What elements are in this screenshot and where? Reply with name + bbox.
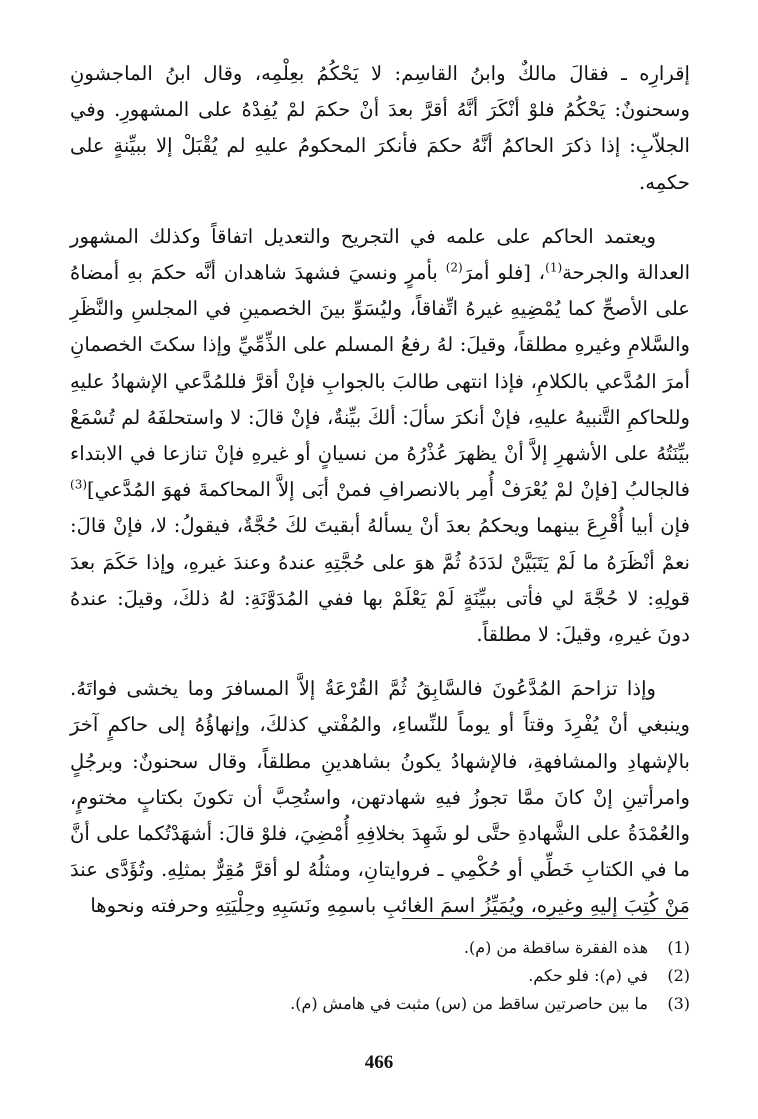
- paragraph-text: إقرارِه ـ فقالَ مالكٌ وابنُ القاسِم: لا يَحْكُمُ بعِلْمِه، وقال ابنُ الماجشونِ وسحنونٌ: يَحْكُمُ فلوْ أنْكَرَ أنَّهُ أقرَّ بعدَ أنْ حكمَ لمْ يُفِدْهُ على المشهورِ. وفي الجلاّبِ: إذا ذكرَ الحاكمُ أنَّهُ حكمَ فأنكرَ المحكومُ عليهِ لم يُقْبَلْ إلا ببيِّنةٍ على حكمِه.: [70, 62, 690, 194]
- page-number: 466: [364, 1052, 394, 1073]
- footnote-3: [70, 990, 690, 1018]
- footnote-reference: (2): [445, 260, 463, 275]
- footnote-number: (1): [667, 938, 690, 957]
- paragraph-text: ويعتمد الحاكم على علمه في التجريح والتعديل اتفاقاً وكذلك المشهور العدالة والجرحة: [70, 224, 691, 285]
- footnote-text: ما بين حاصرتين ساقط من (س) مثبت في هامش (م).: [290, 994, 648, 1013]
- footnote-separator-rule: [402, 918, 688, 919]
- paragraph-2: [70, 219, 690, 653]
- footnote-reference: (3): [70, 477, 88, 492]
- footnotes-section: [70, 934, 690, 1018]
- paragraph-1: [70, 56, 690, 201]
- footnote-1: [70, 934, 690, 962]
- main-text-body: [70, 56, 690, 925]
- footnote-reference: (1): [545, 260, 563, 275]
- footnote-number: (2): [667, 966, 690, 985]
- footnote-text: في (م): فلو حكم.: [528, 966, 648, 985]
- paragraph-text: بأمرٍ ونسيَ فشهدَ شاهدان أنَّه حكمَ بهِ أمضاهُ على الأصحِّ كما يُمْضِيهِ غيرهُ اتِّفاقاً، وليُسَوِّ بينَ الخصمينِ في المجلسِ والنَّظَرِ والسَّلامِ وغيرهِ مطلقاً، وقيلَ: لهُ رفعُ المسلم على الذِّمِّيِّ وإذا سكتَ الخصمانِ أمرَ المُدَّعي بالكلامِ، فإذا انتهى طالبَ بالجوابِ فإنْ أقرَّ فللمُدَّعي الإشهادُ عليهِ وللحاكمِ التَّنبيهُ عليهِ، فإنْ أنكرَ سألَ: ألكَ بيِّنةٌ، فإنْ قالَ: لا واستحلفَهُ لم تُسْمَعْ بيِّنَتُهُ على الأشهرِ إلاَّ أنْ يظهرَ عُذْرُهُ من نسيانٍ أو غيرهِ فإنْ تنازعا في الابتداء فالجالبُ [فإنْ لمْ يُعْرَفْ أُمِر بالانصرافِ فمنْ أبَى إلاَّ المحاكمةَ فهوَ المُدَّعي]: [70, 261, 690, 502]
- paragraph-text: وإذا تزاحمَ المُدَّعُونَ فالسَّابِقُ ثُمَّ القُرْعَةُ إلاَّ المسافرَ وما يخشى فواتَهُ. وينبغي أنْ يُفْرِدَ وقتاً أو يوماً للنِّساءِ، والمُفْتي كذلكَ، وإنهاؤُهُ إلى حاكمٍ آخرَ بالإشهادِ والمشافهةِ، فالإشهادُ يكونُ بشاهدينِ مطلقاً، وقال سحنونٌ: وبرجُلٍ وامرأتينِ إنْ كانَ ممَّا تجوزُ فيهِ شهادتهن، واستُحِبَّ أن تكونَ بكتابٍ مختومٍ، والعُمْدَةُ على الشَّهادةِ حتَّى لو شَهِدَ بخلافِهِ أُمْضِيَ، فلوْ قالَ: أشهَدْتُكما على أنَّ ما في الكتابِ خَطِّي أو حُكْمِي ـ فروايتانِ، ومثلُهُ لو أقرَّ مُقِرٌّ بمثلِهِ. وتُؤَدَّى عندَ مَنْ كُتِبَ إليهِ وغيرِه، ويُمَيِّزُ اسمَ الغائبِ باسمِهِ ونَسَبِهِ وحِلْيَتِهِ وحرفته ونحوها: [70, 677, 690, 918]
- paragraph-text: ، [فلو أمرَ: [462, 261, 546, 285]
- paragraph-3: [70, 671, 690, 924]
- footnote-text: هذه الفقرة ساقطة من (م).: [463, 938, 648, 957]
- paragraph-text: فإن أبيا أُقْرِعَ بينهما ويحكمُ بعدَ أنْ يسألهُ أبقيتَ لكَ حُجَّةٌ، فيقولُ: لا، فإنْ قالَ: نعمْ أنْظَرَهُ ما لَمْ يَتَبَيَّنْ لدَدَهُ ثُمَّ هوَ على حُجَّتِهِ عندهُ وعندَ غيرهِ، وإذا حَكَمَ بعدَ قولِهِ: لا حُجَّةَ لي فأتى ببيِّنَةٍ لَمْ يَعْلَمْ بها ففي المُدَوَّنَةِ: لهُ ذلكَ، وقيلَ: عندهُ دونَ غيرهِ، وقيلَ: لا مطلقاً.: [70, 514, 690, 647]
- footnote-2: [70, 962, 690, 990]
- footnote-number: (3): [667, 994, 690, 1013]
